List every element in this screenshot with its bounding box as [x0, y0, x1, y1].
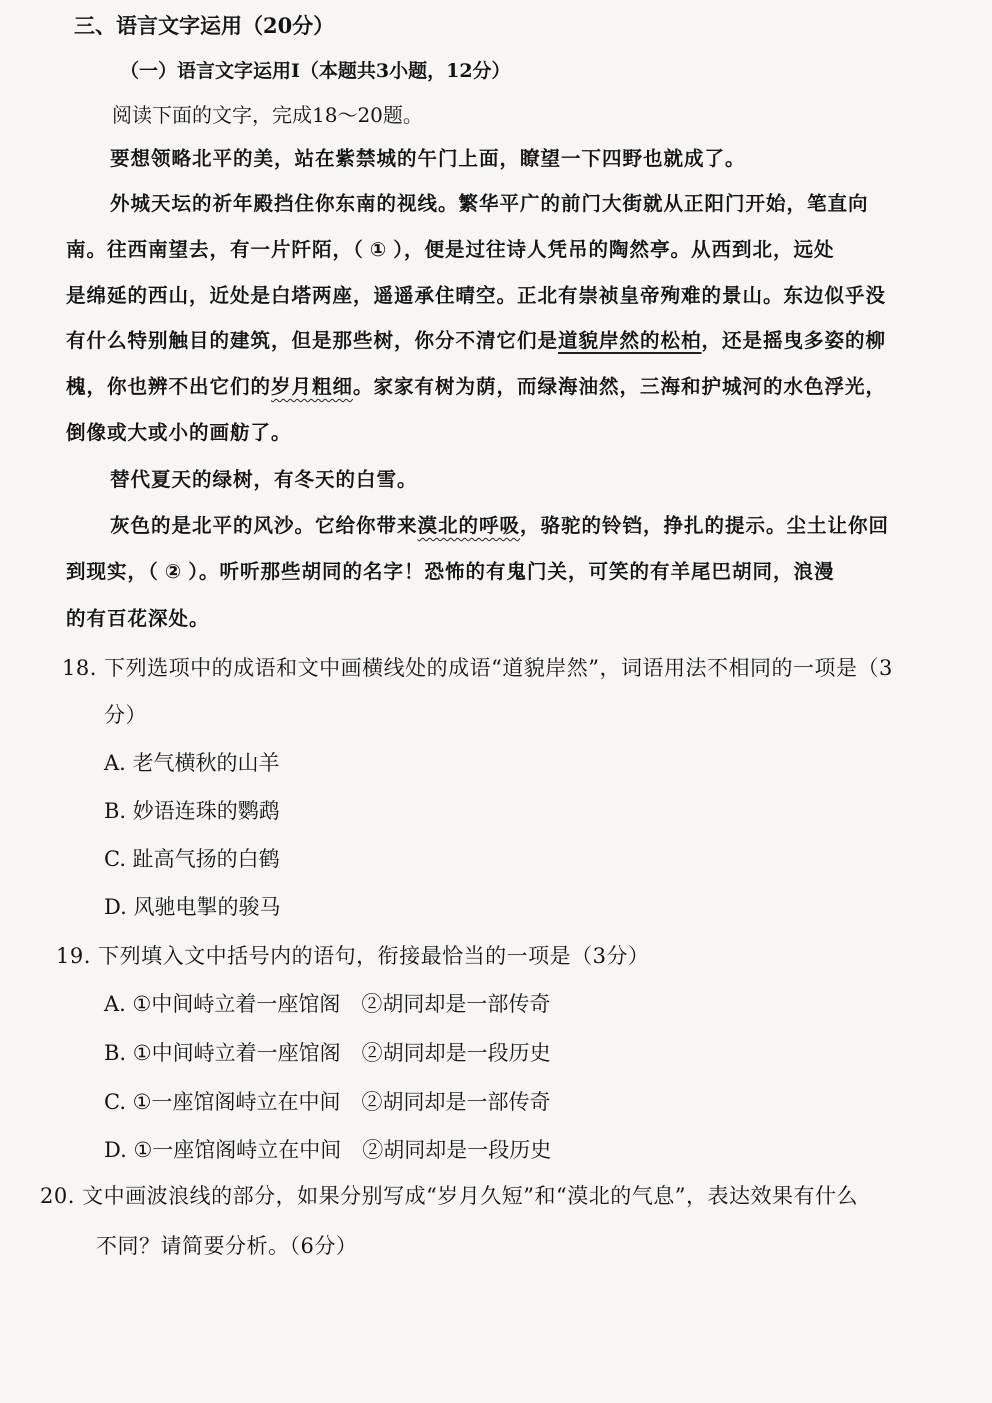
passage-paragraph-2-line-3: 是绵延的西山，近处是白塔两座，遥遥承住晴空。正北有崇祯皇帝殉难的景山。东边似乎没 [66, 284, 887, 307]
question-19-option-a: A. ①中间峙立着一座馆阁 ②胡同却是一部传奇 [104, 992, 551, 1016]
passage-paragraph-4-line-2 [66, 558, 946, 586]
question-18-option-c: C. 趾高气扬的白鹤 [104, 847, 280, 871]
question-19-option-c: C. ①一座馆阁峙立在中间 ②胡同却是一部传奇 [104, 1090, 551, 1114]
passage-paragraph-2-line-5 [66, 373, 946, 401]
passage-text: ，还是摇曳多姿的柳 [701, 329, 887, 352]
passage-paragraph-1: 要想领略北平的美，站在紫禁城的午门上面，瞭望一下四野也就成了。 [110, 147, 746, 170]
reading-instruction: 阅读下面的文字，完成18～20题。 [112, 103, 423, 127]
passage-text: 槐，你也辨不出它们的 [66, 375, 272, 398]
passage-text: 到现实，（ [66, 560, 159, 583]
question-20-stem-cont: 不同？请简要分析。（6分） [96, 1234, 358, 1258]
question-18-option-a: A. 老气横秋的山羊 [104, 751, 280, 775]
blank-marker-2: ② [164, 560, 183, 583]
question-18-stem: 18. 下列选项中的成语和文中画横线处的成语“道貌岸然”，词语用法不相同的一项是（3 [62, 656, 893, 680]
passage-paragraph-2-line-1: 外城天坛的祈年殿挡住你东南的视线。繁华平广的前门大街就从正阳门开始，笔直向 [110, 192, 869, 215]
passage-paragraph-2-line-4 [66, 327, 946, 355]
passage-paragraph-4-line-1 [110, 512, 990, 540]
section-title: 三、语言文字运用（20分） [74, 13, 335, 38]
section-subtitle: （一）语言文字运用Ⅰ（本题共3小题，12分） [120, 60, 511, 82]
blank-marker-1: ① [369, 238, 388, 261]
wavy-underlined-phrase-1: 岁月粗细 [271, 375, 354, 398]
passage-text: ），便是过往诗人凭吊的陶然亭。从西到北，远处 [393, 238, 835, 261]
passage-paragraph-2-line-2 [66, 236, 946, 264]
question-18-stem-cont: 分） [104, 703, 147, 727]
question-19-stem: 19. 下列填入文中括号内的语句，衔接最恰当的一项是（3分） [56, 944, 650, 968]
question-20-stem: 20. 文中画波浪线的部分，如果分别写成“岁月久短”和“漠北的气息”，表达效果有什么 [40, 1184, 859, 1208]
passage-text: 南。往西南望去，有一片阡陌，（ [66, 238, 364, 261]
question-19-option-b: B. ①中间峙立着一座馆阁 ②胡同却是一段历史 [104, 1041, 551, 1065]
passage-text: 有什么特别触目的建筑，但是那些树，你分不清它们是 [66, 329, 559, 352]
wavy-underlined-phrase-2: 漠北的呼吸 [417, 514, 521, 537]
passage-text: 灰色的是北平的风沙。它给你带来 [110, 514, 418, 537]
passage-text: 。家家有树为荫，而绿海油然，三海和护城河的水色浮光， [353, 375, 887, 398]
passage-text: ，骆驼的铃铛，挣扎的提示。尘土让你回 [520, 514, 890, 537]
question-19-option-d: D. ①一座馆阁峙立在中间 ②胡同却是一段历史 [104, 1138, 552, 1162]
passage-text: ）。听听那些胡同的名字！恐怖的有鬼门关，可笑的有羊尾巴胡同，浪漫 [188, 560, 835, 583]
passage-paragraph-2-line-6: 倒像或大或小的画舫了。 [66, 421, 292, 444]
question-18-option-d: D. 风驰电掣的骏马 [104, 895, 281, 919]
question-18-option-b: B. 妙语连珠的鹦鹉 [104, 799, 280, 823]
passage-paragraph-3: 替代夏天的绿树，有冬天的白雪。 [110, 468, 418, 491]
underlined-idiom: 道貌岸然的松柏 [558, 329, 702, 352]
passage-paragraph-4-line-3: 的有百花深处。 [66, 607, 210, 630]
